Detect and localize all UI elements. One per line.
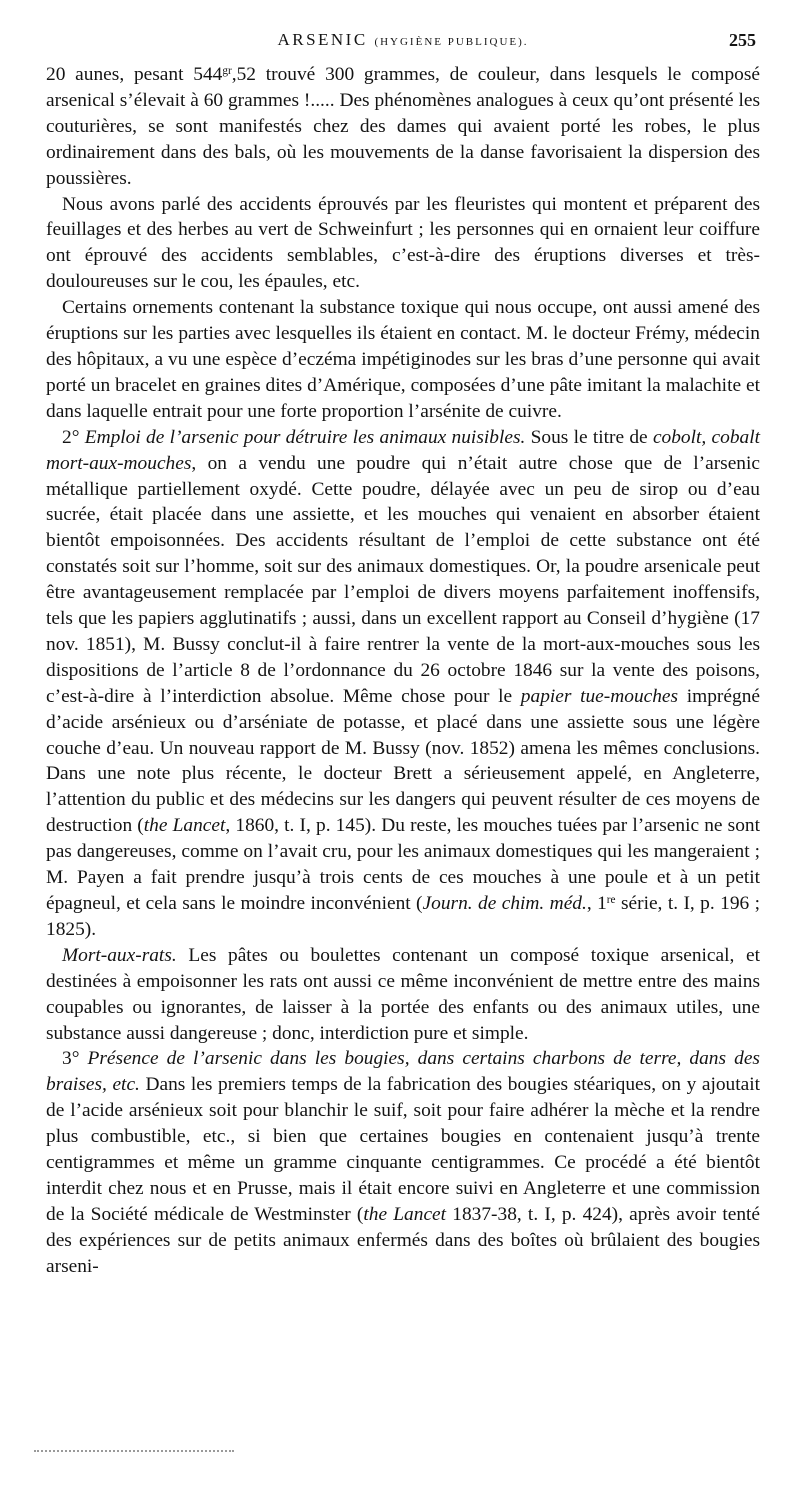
italic-text: the Lancet: [363, 1203, 447, 1225]
paragraph: [46, 192, 760, 296]
paragraph: [46, 295, 760, 425]
page-number: 255: [729, 30, 756, 50]
text-run: 20 aunes, pesant 544: [46, 64, 223, 85]
italic-text: Emploi de l’arsenic pour détruire les animaux nuisibles.: [84, 426, 526, 448]
italic-text: the Lancet: [143, 815, 226, 837]
running-title-main: ARSENIC: [277, 30, 368, 49]
footer-dotted-rule: [34, 1450, 234, 1452]
running-title-subtitle: (HYGIÈNE PUBLIQUE).: [374, 36, 529, 48]
text-run: imprégné d’acide arsénieux ou d’arséniate de potasse, et placé dans une assiette sous une légère couche d’eau. Un nouveau rapport de M. Bussy (nov. 1852) amena les mêmes conclusions. Dans une note plus récente, le docteur Brett a sérieusement appelé, en Angleterre, l’attention du public et des médecins sur les dangers qui peuvent résulter de ces moyens de destruction (: [46, 685, 760, 837]
text-run: Les pâtes ou boulettes contenant un composé toxique arsenical, et destinées à empoisonner les rats ont aussi ce même inconvénient de mettre entre des mains coupables ou ignorantes, de laisser à la portée des enfants ou des animaux utiles, une substance aussi dangereuse ; donc, interdiction pure et simple.: [46, 944, 760, 1044]
italic-text: Présence de l’arsenic dans les bougies, dans certains charbons de terre, dans des braises, etc.: [46, 1048, 760, 1096]
text-run: Certains ornements contenant la substance toxique qui nous occupe, ont aussi amené des éruptions sur les parties avec lesquelles ils étaient en contact. M. le docteur Frémy, médecin des hôpitaux, a vu une espèce d’eczéma impétiginodes sur les bras d’une personne qui avait porté un bracelet en graines dites d’Amérique, composées d’une pâte imitant la malachite et dans laquelle entrait pour une forte proportion l’arsénite de cuivre.: [46, 297, 760, 422]
text-run: Dans les premiers temps de la fabrication des bougies stéariques, on y ajoutait de l’acide arsénieux soit pour blanchir le suif, soit pour faire adhérer la mèche et la rendre plus combustible, etc., si bien que certaines bougies en contenaient jusqu’à trente centigrammes et même un gramme cinquante centigrammes. Ce procédé a été bientôt interdit chez nous et en Prusse, mais il était encore suivi en Angleterre et une commission de la Société médicale de Westminster (: [46, 1074, 761, 1225]
paragraph: [46, 943, 760, 1047]
text-run: série, t. I, p. 196 ; 1825).: [46, 893, 761, 940]
paragraph: [46, 1046, 760, 1279]
body-text: [46, 62, 760, 1280]
italic-text: Mort-aux-rats.: [62, 944, 177, 966]
italic-text: papier tue-mouches: [520, 685, 679, 707]
text-run: Sous le titre de: [525, 426, 653, 448]
text-run: 2°: [62, 426, 85, 448]
superscript: re: [606, 893, 616, 906]
italic-text: cobolt, cobalt mort-aux-mouches: [46, 426, 760, 474]
text-run: 1837-38, t. I, p. 424), après avoir tenté des expériences sur de petits animaux enfermés dans des boîtes où brûlaient des bougies arseni-: [46, 1203, 761, 1277]
superscript: gr: [222, 64, 232, 77]
text-run: , on a vendu une poudre qui n’était autre chose que de l’arsenic métallique partiellement oxydé. Cette poudre, délayée avec un peu de sirop ou d’eau sucrée, était placée dans une assiette, et les mouches qui venaient en absorber étaient bientôt empoisonnées. Des accidents résultant de l’emploi de cette substance ont été constatés soit sur l’homme, soit sur des animaux domestiques. Or, la poudre arsenicale peut être avantageusement remplacée par l’emploi de divers moyens parfaitement inoffensifs, tels que les papiers agglutinatifs ; aussi, dans un excellent rapport au Conseil d’hygiène (17 nov. 1851), M. Bussy conclut-il à faire rentrer la vente de la mort-aux-mouches sous les dispositions de l’article 8 de l’ordonnance du 26 octobre 1846 sur la vente des poisons, c’est-à-dire à l’interdiction absolue. Même chose pour le: [46, 452, 760, 707]
italic-text: Journ. de chim. méd.: [422, 893, 587, 914]
text-run: 3°: [62, 1048, 88, 1070]
text-run: Nous avons parlé des accidents éprouvés par les fleuristes qui montent et préparent des feuillages et des herbes au vert de Schweinfurt ; les personnes qui en ornaient leur coiffure ont éprouvé des accidents semblables, c’est-à-dire des éruptions diverses et très-douloureuses sur le cou, les épaules, etc.: [46, 193, 760, 293]
text-run: ,52 trouvé 300 grammes, de couleur, dans lesquels le composé arsenical s’élevait à 60 grammes !..... Des phénomènes analogues à ceux qu’ont présenté les couturières, se sont manifestés chez des dames qui avaient porté les robes, le plus ordinairement dans des bals, où les mouvements de la danse favorisaient la dispersion des poussières.: [46, 64, 760, 189]
text-run: , 1860, t. I, p. 145). Du reste, les mouches tuées par l’arsenic ne sont pas dangereuses, comme on l’avait cru, pour les animaux domestiques qui les mangeraient ; M. Payen a fait prendre jusqu’à trois cents de ces mouches à une poule et à un petit épagneul, et cela sans le moindre inconvénient (: [46, 815, 760, 914]
paragraph: [46, 62, 760, 192]
running-title: [46, 30, 760, 50]
running-head: [46, 30, 760, 58]
paragraph: [46, 425, 760, 943]
text-run: , 1: [586, 893, 607, 914]
